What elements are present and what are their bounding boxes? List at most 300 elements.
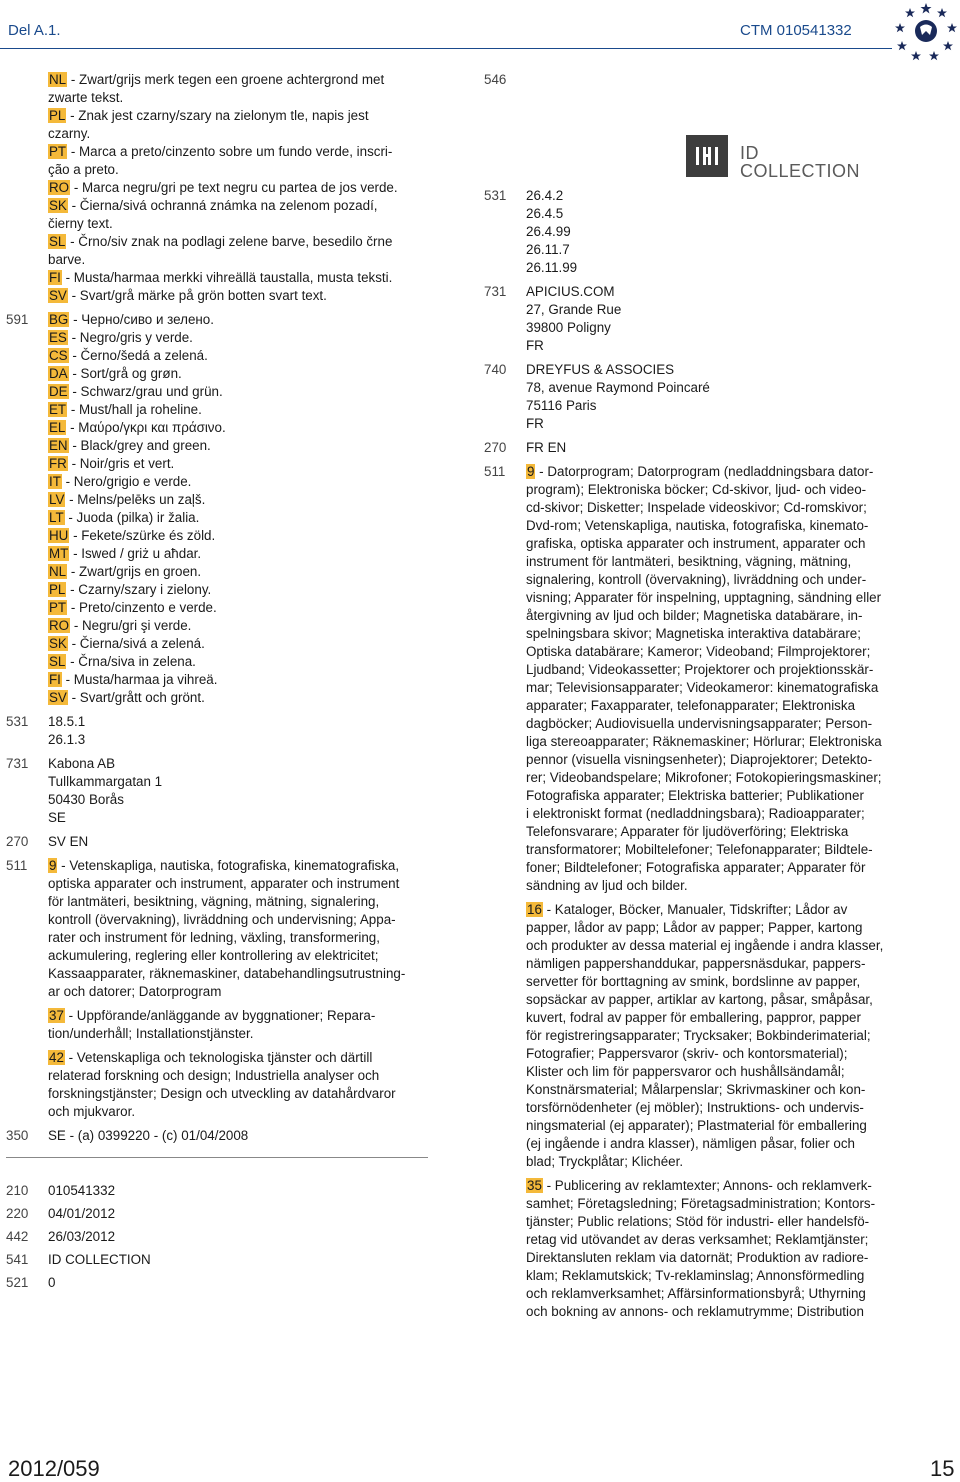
line-text: kuvert, fodral av papper för emballering, pappror, papper [526, 1010, 861, 1025]
line-text: och reklamverksamhet; Affärsinformationsbyrå; Uthyrning [526, 1286, 866, 1301]
line-text: optiska apparater och instrument, apparater och instrument [48, 876, 400, 891]
line-text: mar; Televisionsapparater; Videokameror: kinematografiska [526, 680, 879, 695]
text-line [526, 1045, 908, 1063]
text-line [526, 499, 908, 517]
field-220 [0, 1205, 440, 1223]
text-line [526, 1081, 908, 1099]
highlighted-code: PT [49, 600, 67, 615]
text-line [48, 329, 440, 347]
line-text: Dvd-rom; Vetenskapliga, nautiska, fotografiska, kinemato- [526, 518, 869, 533]
text-line [48, 791, 440, 809]
line-text: och bokning av annons- och reklamutrymme; Distribution [526, 1304, 864, 1319]
line-text: - Black/grey and green. [68, 438, 211, 453]
text-line [48, 365, 440, 383]
line-text: återgivning av ljud och bilder; Magnetiska databärare, in- [526, 608, 863, 623]
text-line [48, 1085, 440, 1103]
highlighted-code: 42 [49, 1050, 64, 1065]
line-text: relaterad forskning och design; Industriella analyser och [48, 1068, 380, 1083]
line-text: 78, avenue Raymond Poincaré [526, 380, 710, 395]
text-line [526, 517, 908, 535]
highlighted-code: LV [49, 492, 65, 507]
page-number: 15 [930, 1456, 955, 1481]
field-text [526, 439, 908, 457]
text-line [526, 859, 908, 877]
line-text: - Musta/harmaa ja vihreä. [61, 672, 218, 687]
line-text: 26.11.99 [526, 260, 578, 275]
line-text: instrument för lantmäteri, besiktning, vägning, mätning, [526, 554, 852, 569]
field-continued [0, 71, 440, 305]
text-line [526, 1303, 908, 1321]
highlighted-code: PL [49, 582, 66, 597]
text-line [48, 233, 440, 251]
text-line [526, 553, 908, 571]
field-text [48, 1205, 440, 1223]
header-rule [0, 48, 892, 49]
line-text: - Vetenskapliga, nautiska, fotografiska, kinematografiska, [57, 858, 400, 873]
text-line [526, 1267, 908, 1285]
line-text: visning; Apparater för inspelning, upptagning, sändning eller [526, 590, 882, 605]
line-text: - Nero/grigio e verde. [61, 474, 192, 489]
line-text: foner; Bildtelefoner; Fotografiska apparater; Apparater för [526, 860, 866, 875]
line-text: 26.4.5 [526, 206, 564, 221]
text-line [48, 419, 440, 437]
field-code: 270 [484, 440, 507, 455]
text-line [48, 437, 440, 455]
highlighted-code: BG [49, 312, 69, 327]
line-text: FR EN [526, 440, 567, 455]
highlighted-code: 9 [49, 858, 57, 873]
line-text: liga stereoapparater; Räknemaskiner; Hörlurar; Elektroniska [526, 734, 882, 749]
text-line [526, 415, 908, 433]
text-line [526, 241, 908, 259]
line-text: FR [526, 416, 544, 431]
text-line [48, 269, 440, 287]
line-text: samhet; Företagsledning; Företagsadministration; Kontors- [526, 1196, 876, 1211]
field-541 [0, 1251, 440, 1269]
text-line [526, 643, 908, 661]
line-text: signalering, kontroll (övervakning), livräddning och under- [526, 572, 867, 587]
line-text: 010541332 [48, 1183, 116, 1198]
text-line [526, 361, 908, 379]
line-text: czarny. [48, 126, 91, 141]
text-line [526, 937, 908, 955]
line-text: - Črna/siva in zelena. [66, 654, 196, 669]
field-270 [478, 439, 908, 457]
field-code: 731 [6, 756, 29, 771]
highlighted-code: LT [49, 510, 64, 525]
text-line [48, 713, 440, 731]
line-text: ID COLLECTION [48, 1252, 151, 1267]
line-text: Tullkammargatan 1 [48, 774, 163, 789]
field-code: 541 [6, 1252, 29, 1267]
text-line [48, 599, 440, 617]
line-text: - Czarny/szary i zielony. [66, 582, 212, 597]
field-text [526, 463, 908, 1321]
text-line [526, 1249, 908, 1267]
text-line [526, 481, 908, 499]
line-text: sändning av ljud och bilder. [526, 878, 688, 893]
id-collection-logo-icon [686, 129, 876, 181]
logo-text: ID COLLECTION [740, 143, 861, 181]
text-line [526, 301, 908, 319]
highlighted-code: RO [49, 180, 70, 195]
text-line [526, 841, 908, 859]
highlighted-code: SL [49, 234, 66, 249]
field-511 [0, 857, 440, 1121]
line-text: blad; Tryckplåtar; Klichéer. [526, 1154, 684, 1169]
text-line [526, 379, 908, 397]
line-text: grafiska, optiska apparater och instrument, apparater och [526, 536, 866, 551]
text-line [526, 1063, 908, 1081]
text-line [526, 1027, 908, 1045]
highlighted-code: SL [49, 654, 66, 669]
line-text: för registreringsapparater; Trycksaker; Bokbinderimaterial; [526, 1028, 871, 1043]
field-731 [0, 755, 440, 827]
line-text: ar och datorer; Datorprogram [48, 984, 222, 999]
line-text: cd-skivor; Disketter; Inspelade videoskivor; Cd-romskivor; [526, 500, 867, 515]
text-line [48, 1127, 440, 1145]
highlighted-code: SV [49, 690, 67, 705]
text-line [526, 625, 908, 643]
highlighted-code: DE [49, 384, 68, 399]
text-line [526, 1285, 908, 1303]
line-text: APICIUS.COM [526, 284, 615, 299]
text-line [48, 833, 440, 851]
field-code [0, 71, 48, 305]
text-line [48, 473, 440, 491]
text-line [526, 1135, 908, 1153]
line-text: Ljudband; Videokassetter; Projektorer och projektionsskär- [526, 662, 874, 677]
line-text: - Znak jest czarny/szary na zielonym tle, napis jest [66, 108, 369, 123]
field-code: 210 [6, 1183, 29, 1198]
text-line [526, 1177, 908, 1195]
line-text: - Vetenskapliga och teknologiska tjänster och därtill [64, 1050, 373, 1065]
field-code: 442 [6, 1229, 29, 1244]
highlighted-code: NL [49, 564, 67, 579]
mark-image [526, 71, 908, 181]
line-text: - Kataloger, Böcker, Manualer, Tidskrifter; Lådor av [542, 902, 848, 917]
text-line [48, 509, 440, 527]
text-line [526, 1117, 908, 1135]
line-text: - Sort/grå og grøn. [68, 366, 182, 381]
logo-mark-icon [686, 135, 728, 177]
line-text: Klister och lim för pappersvaror och hushållsändamål; [526, 1064, 845, 1079]
text-line [48, 89, 440, 107]
field-code: 270 [6, 834, 29, 849]
field-code: 531 [6, 714, 29, 729]
field-text [48, 71, 440, 305]
line-text: Kassaapparater, räknemaskiner, databehandlingsutrustning- [48, 966, 406, 981]
text-line [526, 877, 908, 895]
line-text: SE [48, 810, 66, 825]
text-line [48, 143, 440, 161]
left-column-summary [0, 1182, 440, 1297]
line-text: servetter för borttagning av smink, bordslinne av papper, [526, 974, 861, 989]
highlighted-code: 37 [49, 1008, 64, 1023]
line-text: 26.4.99 [526, 224, 571, 239]
line-text: Kabona AB [48, 756, 116, 771]
text-line [526, 805, 908, 823]
line-text: pennor (visuella visningsenheter); Diaprojektorer; Detekto- [526, 752, 873, 767]
line-text: SE - (a) 0399220 - (c) 01/04/2008 [48, 1128, 249, 1143]
field-code: 350 [6, 1128, 29, 1143]
text-line [48, 617, 440, 635]
line-text: kontroll (övervakning), livräddning och undervisning; Appa- [48, 912, 396, 927]
line-text: tjänster; Public relations; Stöd för industri- eller handelsfö- [526, 1214, 870, 1229]
text-line [526, 205, 908, 223]
field-code: 546 [484, 72, 507, 87]
text-line [48, 161, 440, 179]
line-text: papper, lådor av papp; Lådor av papper; Papper, kartong [526, 920, 863, 935]
text-line [48, 1251, 440, 1269]
line-text: - Must/hall ja roheline. [67, 402, 202, 417]
text-line [526, 955, 908, 973]
line-text: - Preto/cinzento e verde. [67, 600, 217, 615]
text-line [48, 1007, 440, 1025]
field-521 [0, 1274, 440, 1292]
text-line [48, 179, 440, 197]
text-line [48, 671, 440, 689]
line-text: program); Elektroniska böcker; Cd-skivor, ljud- och video- [526, 482, 867, 497]
text-line [526, 697, 908, 715]
text-line [526, 1231, 908, 1249]
field-text [48, 311, 440, 707]
line-text: ackumulering, reglering eller kontrollering av elektricitet; [48, 948, 379, 963]
text-line [526, 397, 908, 415]
line-text: - Melns/pelēks un zaļš. [65, 492, 206, 507]
text-line [48, 755, 440, 773]
field-text [48, 857, 440, 1121]
line-text: - Zwart/grijs en groen. [67, 564, 202, 579]
text-line [526, 319, 908, 337]
line-text: - Negro/gris y verde. [67, 330, 193, 345]
line-text: barve. [48, 252, 86, 267]
line-text: - Marca negru/gri pe text negru cu partea de jos verde. [70, 180, 398, 195]
eu-stars-emblem-icon [892, 0, 960, 62]
text-line [48, 125, 440, 143]
left-column [0, 71, 440, 1151]
text-line [526, 337, 908, 355]
line-text: tion/underhåll; Installationstjänster. [48, 1026, 254, 1041]
right-fields [478, 187, 908, 1321]
text-line [526, 751, 908, 769]
text-line [48, 197, 440, 215]
right-column [478, 71, 908, 1327]
line-text: - Juoda (pilka) ir žalia. [64, 510, 200, 525]
text-line [48, 965, 440, 983]
field-text [48, 833, 440, 851]
text-line [48, 653, 440, 671]
line-text: - Svart/grått och grönt. [67, 690, 205, 705]
field-code: 531 [484, 188, 507, 203]
line-text: 39800 Poligny [526, 320, 611, 335]
highlighted-code: 9 [527, 464, 535, 479]
line-text: 04/01/2012 [48, 1206, 116, 1221]
highlighted-code: NL [49, 72, 67, 87]
line-text: transformatorer; Mobiltelefoner; Telefonapparater; Bildtele- [526, 842, 873, 857]
field-531 [478, 187, 908, 277]
text-line [526, 787, 908, 805]
line-text: dagböcker; Audiovisuella undervisningsapparater; Person- [526, 716, 873, 731]
text-line [526, 1195, 908, 1213]
text-line [48, 1049, 440, 1067]
text-line [48, 1103, 440, 1121]
text-line [526, 283, 908, 301]
highlighted-code: SK [49, 636, 67, 651]
highlighted-code: SV [49, 288, 67, 303]
line-text: - Datorprogram; Datorprogram (nedladdningsbara dator- [535, 464, 874, 479]
line-text: 18.5.1 [48, 714, 86, 729]
text-line [526, 439, 908, 457]
text-line [48, 287, 440, 305]
field-code: 731 [484, 284, 507, 299]
text-line [48, 911, 440, 929]
line-text: 26.1.3 [48, 732, 86, 747]
text-line [48, 929, 440, 947]
highlighted-code: MT [49, 546, 69, 561]
text-line [48, 545, 440, 563]
highlighted-code: HU [49, 528, 69, 543]
line-text: Fotografiska apparater; Elektriska batterier; Publikationer [526, 788, 864, 803]
line-text: ningsmaterial (ej apparater); Plastmaterial för emballering [526, 1118, 867, 1133]
text-line [526, 535, 908, 553]
page-header [0, 0, 960, 62]
line-text: 27, Grande Rue [526, 302, 622, 317]
highlighted-code: ET [49, 402, 67, 417]
field-511 [478, 463, 908, 1321]
line-text: - Černo/šedá a zelená. [68, 348, 208, 363]
line-text: - Zwart/grijs merk tegen een groene achtergrond met [67, 72, 385, 87]
line-text: sopsäckar av papper, artiklar av kartong, påsar, småpåsar, [526, 992, 873, 1007]
highlighted-code: RO [49, 618, 70, 633]
text-line [526, 1099, 908, 1117]
text-line [526, 1153, 908, 1171]
field-text [48, 1251, 440, 1269]
line-text: - Noir/gris et vert. [67, 456, 175, 471]
line-text: čierny text. [48, 216, 113, 231]
field-270 [0, 833, 440, 851]
text-line [48, 71, 440, 89]
line-text: rater och instrument för ledning, växling, transformering, [48, 930, 380, 945]
line-text: Optiska databärare; Kameror; Videoband; Filmprojektorer; [526, 644, 871, 659]
line-text: (ej ingående i andra klasser), nämligen påsar, folier och [526, 1136, 855, 1151]
line-text: - Publicering av reklamtexter; Annons- och reklamverk- [542, 1178, 872, 1193]
highlighted-code: SK [49, 198, 67, 213]
field-442 [0, 1228, 440, 1246]
highlighted-code: DA [49, 366, 68, 381]
field-350 [0, 1127, 440, 1145]
text-line [48, 857, 440, 875]
line-text: - Черно/сиво и зелено. [69, 312, 214, 327]
line-text: - Negru/gri şi verde. [70, 618, 192, 633]
field-text [48, 1182, 440, 1200]
highlighted-code: FI [49, 672, 61, 687]
text-line [526, 919, 908, 937]
line-text: 26.11.7 [526, 242, 570, 257]
text-line [48, 983, 440, 1001]
line-text: Konstnärsmaterial; Målarpenslar; Skrivmaskiner och kon- [526, 1082, 866, 1097]
text-line [526, 733, 908, 751]
text-line [48, 947, 440, 965]
line-text: 50430 Borås [48, 792, 124, 807]
highlighted-code: CS [49, 348, 68, 363]
line-text: zwarte tekst. [48, 90, 124, 105]
text-line [48, 347, 440, 365]
text-line [526, 679, 908, 697]
line-text: - Μαύρο/γκρι και πράσινο. [66, 420, 226, 435]
field-text [48, 755, 440, 827]
line-text: 75116 Paris [526, 398, 597, 413]
text-line [526, 607, 908, 625]
text-line [526, 715, 908, 733]
field-code: 591 [6, 312, 29, 327]
text-line [526, 991, 908, 1009]
field-text [526, 283, 908, 355]
line-text: i elektroniskt format (nedladdningsbara); Radioapparater; [526, 806, 865, 821]
text-line [526, 661, 908, 679]
text-line [48, 527, 440, 545]
field-text [48, 1228, 440, 1246]
text-line [48, 455, 440, 473]
text-line [526, 589, 908, 607]
field-210 [0, 1182, 440, 1200]
field-code: 521 [6, 1275, 29, 1290]
highlighted-code: ES [49, 330, 67, 345]
highlighted-code: PT [49, 144, 67, 159]
text-line [526, 973, 908, 991]
line-text: 0 [48, 1275, 56, 1290]
line-text: - Svart/grå märke på grön botten svart text. [67, 288, 327, 303]
field-591 [0, 311, 440, 707]
highlighted-code: EN [49, 438, 68, 453]
ctm-number: CTM 010541332 [740, 22, 852, 39]
line-text: - Črno/siv znak na podlagi zelene barve, besedilo črne [66, 234, 393, 249]
field-code: 511 [6, 858, 28, 873]
line-text: rer; Videobandspelare; Mikrofoner; Fotokopieringsmaskiner; [526, 770, 882, 785]
text-line [48, 251, 440, 269]
text-line [48, 809, 440, 827]
text-line [48, 563, 440, 581]
line-text: ção a preto. [48, 162, 119, 177]
text-line [48, 107, 440, 125]
text-line [48, 491, 440, 509]
issue-number: 2012/059 [8, 1456, 100, 1481]
section-divider [6, 1157, 428, 1158]
line-text: - Marca a preto/cinzento sobre um fundo verde, inscri- [67, 144, 393, 159]
text-line [48, 581, 440, 599]
field-text [526, 187, 908, 277]
line-text: klam; Reklamutskick; Tv-reklaminslag; Annonsförmedling [526, 1268, 865, 1283]
line-text: torsförnödenheter (ej möbler); Instruktions- och undervis- [526, 1100, 864, 1115]
text-line [48, 731, 440, 749]
line-text: för lantmäteri, besiktning, vägning, mätning, signalering, [48, 894, 380, 909]
text-line [48, 1274, 440, 1292]
line-text: - Čierna/sivá a zelená. [67, 636, 205, 651]
highlighted-code: FI [49, 270, 61, 285]
text-line [526, 823, 908, 841]
field-531 [0, 713, 440, 749]
text-line [48, 215, 440, 233]
highlighted-code: FR [49, 456, 67, 471]
line-text: - Iswed / griż u aħdar. [69, 546, 202, 561]
line-text: SV EN [48, 834, 89, 849]
part-label: Del A.1. [8, 22, 61, 39]
line-text: Direktansluten reklam via datornät; Produktion av radiore- [526, 1250, 869, 1265]
line-text: spelningsbara skivor; Magnetiska interaktiva databärare; [526, 626, 861, 641]
text-line [48, 689, 440, 707]
text-line [526, 1213, 908, 1231]
text-line [526, 187, 908, 205]
